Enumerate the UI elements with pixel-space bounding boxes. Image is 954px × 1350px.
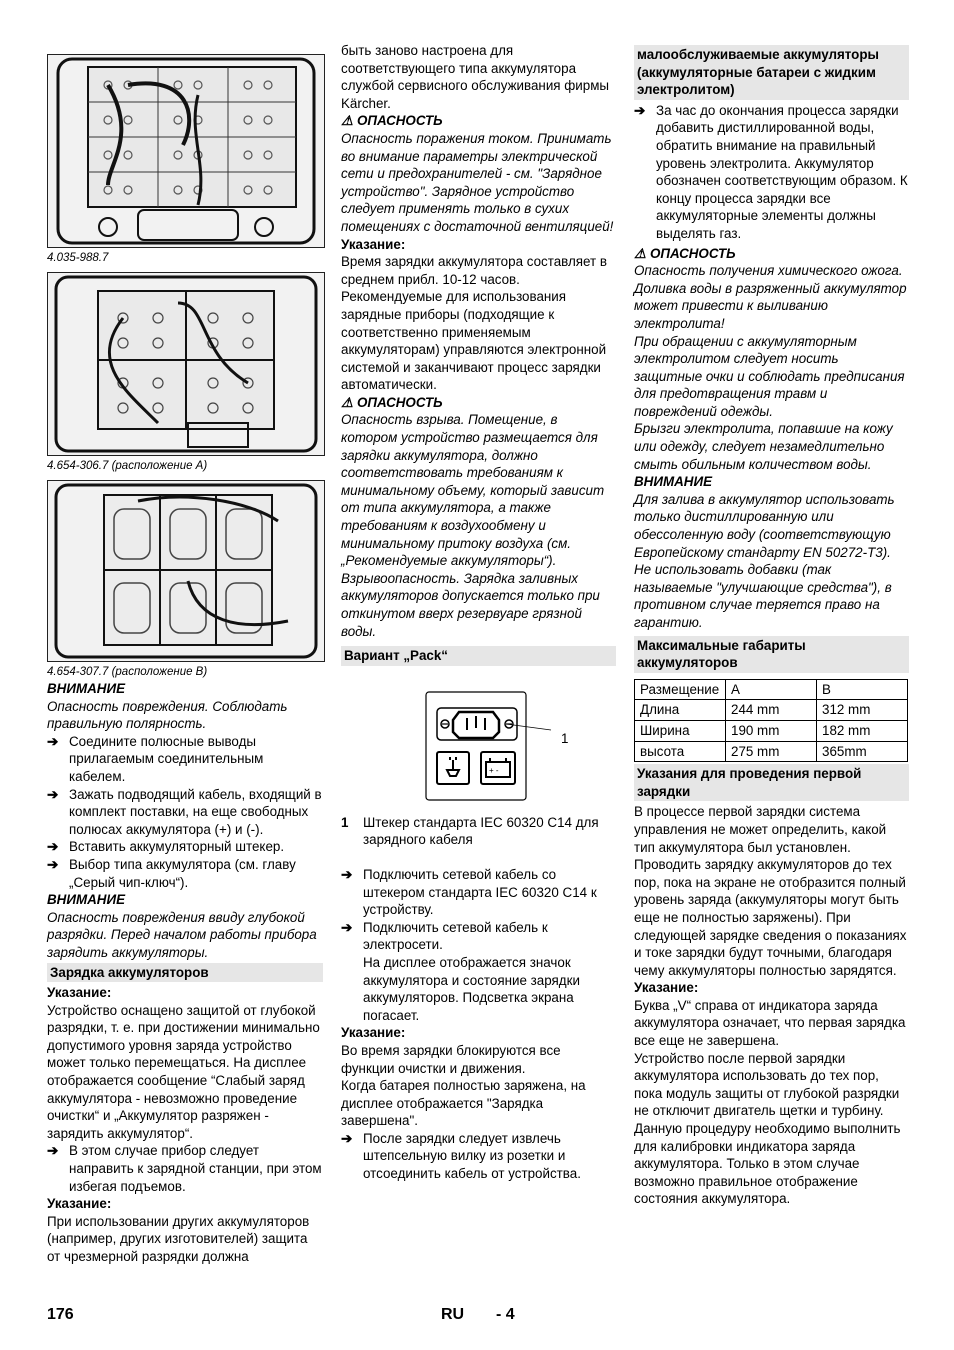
note-text: Буква „V“ справа от индикатора заряда аккумулятора означает, что первая зарядка все еще не завершена. bbox=[634, 997, 906, 1049]
table-cell: 190 mm bbox=[726, 720, 817, 741]
step-item: ➔ За час до окончания процесса зарядки добавить дистиллированной воды, обратить внимание на правильный уровень электролита. Аккумулятор обозначен соответствующим образом. К концу процесса зарядки все аккумуляторные элементы должны выделять газ. bbox=[634, 102, 908, 241]
column-1 bbox=[47, 42, 323, 1266]
danger-text: При обращении с аккумуляторным электролитом следует носить защитные очки и соблюдать предписания для предотвращения травм и повреждений одежды. bbox=[634, 333, 905, 419]
table-cell: Размещение bbox=[635, 679, 726, 700]
step-item: ➔ Выбор типа аккумулятора (см. главу „Серый чип-ключ“). bbox=[47, 856, 296, 890]
svg-text:+ -: + - bbox=[489, 765, 499, 775]
table-cell: Длина bbox=[635, 700, 726, 721]
attention-text: Не использовать добавки (так называемые "улучшающие средства"), в противном случае теряется право на гарантию. bbox=[634, 562, 892, 630]
table-row bbox=[635, 720, 908, 741]
note-heading: Указание: bbox=[634, 980, 699, 996]
attention-text: Опасность повреждения ввиду глубокой разрядки. Перед началом работы прибора зарядить аккумуляторы. bbox=[47, 909, 317, 960]
section-heading: Указания для проведения первой зарядки bbox=[634, 764, 909, 801]
danger-text: Взрывоопасность. Зарядка заливных аккумуляторов допускается только при откинутом вверх резервуаре грязной воды. bbox=[341, 570, 600, 639]
attention-text: Для залива в аккумулятор использовать только дистиллированную или обессоленную воду (соответствующую Европейскому стандарту EN 50272-T3). bbox=[634, 491, 895, 560]
step-item: ➔ Соедините полюсные выводы прилагаемым соединительным кабелем. bbox=[47, 733, 264, 784]
charging-socket-figure bbox=[341, 668, 616, 808]
table-cell: Ширина bbox=[635, 720, 726, 741]
arrow-icon: ➔ bbox=[47, 1143, 59, 1159]
battery-tray-illustration-3 bbox=[48, 481, 324, 661]
arrow-icon: ➔ bbox=[341, 1130, 353, 1146]
column-3 bbox=[634, 42, 909, 1208]
attention-text: Опасность повреждения. Соблюдать правильную полярность. bbox=[47, 698, 288, 732]
language-code: RU bbox=[441, 1306, 465, 1323]
danger-text: Брызги электролита, попавшие на кожу или одежду, следует незамедлительно смыть обильным количеством воды. bbox=[634, 421, 893, 472]
table-cell: высота bbox=[635, 741, 726, 762]
danger-text: Опасность взрыва. Помещение, в котором устройство размещается для зарядки аккумулятора, должно соответствовать требованиям к минимальному объему, который зависит от типа аккумулятора, а также требованиям к воздухообмену и минимальному притоку воздуха (см. „Рекомендуемые аккумуляторы“). bbox=[341, 412, 605, 569]
note-text: При использовании других аккумуляторов (например, других изготовителей) защита от чрезмерной разрядки должна bbox=[47, 1213, 310, 1264]
danger-heading: ⚠ ОПАСНОСТЬ bbox=[341, 394, 443, 410]
note-heading: Указание: bbox=[47, 985, 112, 1001]
warning-triangle-icon: ⚠ bbox=[341, 113, 354, 129]
battery-dimensions-table bbox=[634, 679, 908, 762]
table-cell: 182 mm bbox=[817, 720, 908, 741]
step-item: ➔ Подключить сетевой кабель к электросети. bbox=[341, 919, 548, 953]
table-cell: 275 mm bbox=[726, 741, 817, 762]
battery-tray-illustration-2 bbox=[48, 273, 324, 455]
note-text: Когда батарея полностью заряжена, на дисплее отображается "Зарядка завершена". bbox=[341, 1078, 586, 1129]
section-heading: Максимальные габариты аккумуляторов bbox=[634, 636, 909, 673]
arrow-icon: ➔ bbox=[47, 733, 59, 749]
continued-text: быть заново настроена для соответствующего типа аккумулятора службой сервисного обслуживания фирмы Kärcher. bbox=[341, 43, 610, 111]
body-text: В процессе первой зарядки система управления не может определить, какой тип аккумулятора был установлен. Проводить зарядку аккумуляторов до тех пор, пока на экране не отобразится полный уровень заряда (аккумуляторы могут быть еще не полностью заряжены). При следующей зарядке сведения о показаниях и токе зарядки будут точными, благодаря чему аккумуляторы полностью зарядятся. bbox=[634, 804, 907, 978]
arrow-icon: ➔ bbox=[47, 856, 59, 872]
warning-triangle-icon: ⚠ bbox=[634, 245, 647, 261]
figure-caption-1: 4.035-988.7 bbox=[47, 252, 109, 264]
step-continuation: На дисплее отображается значок аккумулятора и состояние зарядки аккумуляторов. Подсветка экрана погасает. bbox=[363, 954, 580, 1023]
note-text: Время зарядки аккумулятора составляет в среднем прибл. 10-12 часов. Рекомендуемые для использования зарядные приборы (подходящие к соответственно применяемым аккумуляторам) управляются электронной системой и заканчивают процесс зарядки автоматически. bbox=[341, 254, 607, 393]
table-row bbox=[635, 741, 908, 762]
step-item: ➔ Зажать подводящий кабель, входящий в комплект поставки, на еще свободных полюсах аккумулятора (+) и (-). bbox=[47, 786, 322, 837]
arrow-icon: ➔ bbox=[341, 919, 353, 935]
section-number: - 4 bbox=[496, 1306, 515, 1323]
battery-photo-3 bbox=[47, 480, 325, 662]
table-row bbox=[635, 700, 908, 721]
arrow-icon: ➔ bbox=[341, 866, 353, 882]
attention-heading: ВНИМАНИЕ bbox=[47, 892, 126, 908]
figure-caption-3: 4.654-307.7 (расположение В) bbox=[47, 666, 208, 678]
page-number: 176 bbox=[47, 1306, 74, 1323]
step-item: ➔ Вставить аккумуляторный штекер. bbox=[47, 839, 285, 855]
arrow-icon: ➔ bbox=[47, 839, 59, 855]
table-cell: A bbox=[726, 679, 817, 700]
note-text: Устройство после первой зарядки аккумулятора использовать до тех пор, пока модуль защиты от глубокой разрядки не отключит двигатель щетки и турбину. Данную процедуру необходимо выполнить для калибровки индикатора заряда аккумулятора. Только в этом случае возможно правильное отображение состояния аккумулятора. bbox=[634, 1050, 901, 1207]
charging-socket-illustration bbox=[341, 668, 616, 808]
attention-heading: ВНИМАНИЕ bbox=[47, 681, 126, 696]
warning-triangle-icon: ⚠ bbox=[341, 394, 354, 410]
table-cell: 244 mm bbox=[726, 700, 817, 721]
note-text: Во время зарядки блокируются все функции очистки и движения. bbox=[341, 1042, 561, 1076]
battery-photo-1 bbox=[47, 54, 325, 248]
arrow-icon: ➔ bbox=[634, 102, 646, 118]
note-heading: Указание: bbox=[47, 1196, 112, 1212]
note-heading: Указание: bbox=[341, 1025, 406, 1041]
section-heading: малообслуживаемые аккумуляторы (аккумуляторные батареи с жидким электролитом) bbox=[634, 45, 909, 100]
section-heading: Вариант „Pack“ bbox=[341, 646, 616, 666]
arrow-icon: ➔ bbox=[47, 786, 59, 802]
battery-photo-2 bbox=[47, 272, 325, 456]
table-header-row bbox=[635, 679, 908, 700]
note-heading: Указание: bbox=[341, 236, 406, 252]
figure-caption-2: 4.654-306.7 (расположение А) bbox=[47, 460, 208, 472]
column-2 bbox=[341, 42, 616, 1183]
table-cell: 365mm bbox=[817, 741, 908, 762]
battery-tray-illustration-1 bbox=[48, 55, 324, 247]
step-item: ➔ В этом случае прибор следует направить к зарядной станции, при этом избегая подъемов. bbox=[47, 1143, 322, 1194]
callout-number: 1 bbox=[561, 730, 569, 746]
step-item: ➔ После зарядки следует извлечь штепсельную вилку из розетки и отсоединить кабель от устройства. bbox=[341, 1130, 581, 1182]
danger-heading: ⚠ ОПАСНОСТЬ bbox=[341, 113, 443, 129]
step-item: ➔ Подключить сетевой кабель со штекером стандарта IEC 60320 C14 к устройству. bbox=[341, 866, 597, 918]
legend-item: 1 Штекер стандарта IEC 60320 C14 для зарядного кабеля bbox=[341, 814, 599, 848]
table-cell: B bbox=[817, 679, 908, 700]
attention-heading: ВНИМАНИЕ bbox=[634, 474, 713, 490]
section-heading: Зарядка аккумуляторов bbox=[47, 963, 323, 983]
table-cell: 312 mm bbox=[817, 700, 908, 721]
danger-text: Опасность поражения током. Принимать во внимание параметры электрической сети и предохранителей - см. "Зарядное устройство". Зарядное устройство следует применять только в сухих помещениях с достаточной вентиляцией! bbox=[341, 130, 614, 234]
note-text: Устройство оснащено защитой от глубокой разрядки, т. е. при достижении минимально допустимого уровня заряда устройство может только перемещаться. На дисплее отображается сообщение “Слабый заряд аккумулятора - невозможно проведение очистки“ и „Аккумулятор разряжен - зарядить аккумулятор“. bbox=[47, 1002, 320, 1141]
danger-heading: ⚠ ОПАСНОСТЬ bbox=[634, 245, 736, 261]
danger-text: Опасность получения химического ожога. Доливка воды в разряженный аккумулятор может привести к выливанию электролита! bbox=[634, 263, 907, 331]
